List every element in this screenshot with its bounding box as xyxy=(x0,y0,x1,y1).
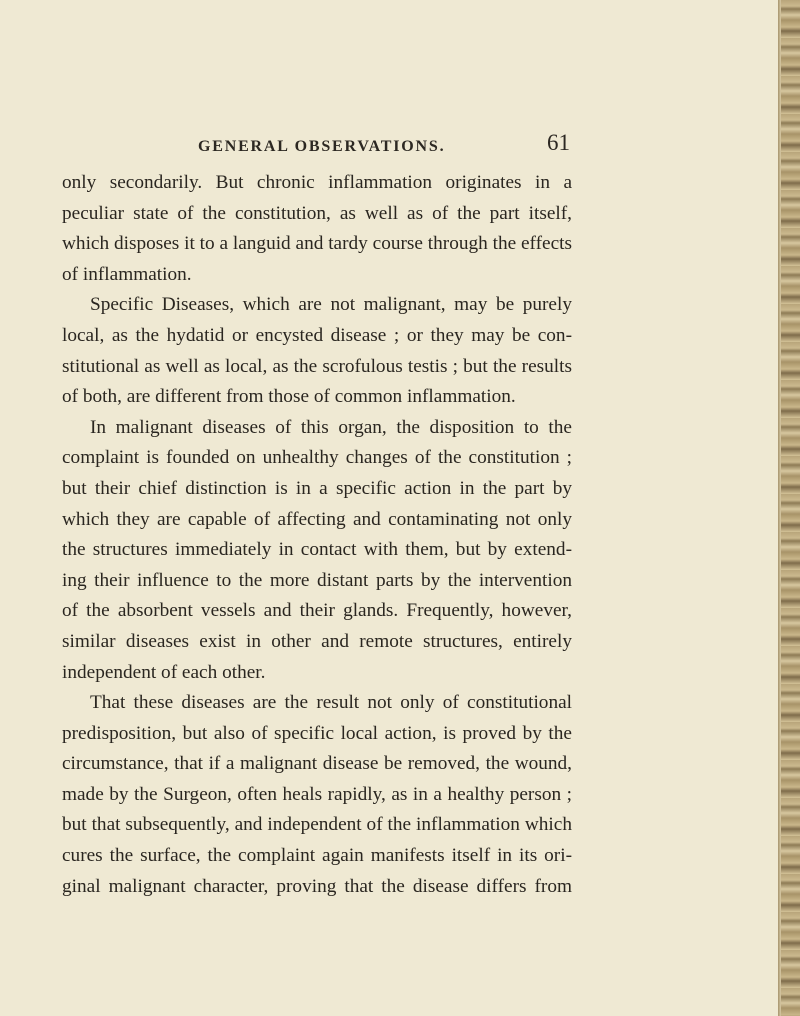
text-line: predisposition, but also of specific local action, is proved by the xyxy=(62,722,572,744)
text-line: of the absorbent vessels and their glands. Frequently, however, xyxy=(62,600,572,622)
book-page-edge xyxy=(778,0,800,1016)
text-line: independent of each other. xyxy=(62,661,266,683)
page-header xyxy=(62,130,570,160)
text-line: which they are capable of affecting and contaminating not only xyxy=(62,508,572,530)
text-line: which disposes it to a languid and tardy course through the effects xyxy=(62,233,572,255)
text-line: That these diseases are the result not only of constitutional xyxy=(90,692,572,714)
text-line: peculiar state of the constitution, as well as of the part itself, xyxy=(62,202,572,224)
text-line: of both, are different from those of common inflammation. xyxy=(62,386,516,408)
text-line: of inflammation. xyxy=(62,263,192,285)
body-text xyxy=(62,168,572,902)
running-title: GENERAL OBSERVATIONS. xyxy=(198,138,446,155)
text-line: In malignant diseases of this organ, the disposition to the xyxy=(90,416,572,438)
text-line: cures the surface, the complaint again manifests itself in its ori- xyxy=(62,845,572,867)
text-line: complaint is founded on unhealthy changes of the constitution ; xyxy=(62,447,572,469)
text-line: but that subsequently, and independent of the inflammation which xyxy=(62,814,572,836)
text-line: circumstance, that if a malignant disease be removed, the wound, xyxy=(62,753,572,775)
text-line: ginal malignant character, proving that the disease differs from xyxy=(62,875,572,897)
page-number: 61 xyxy=(547,130,570,155)
text-line: only secondarily. But chronic inflammation originates in a xyxy=(62,172,572,193)
text-line: Specific Diseases, which are not malignant, may be purely xyxy=(90,294,572,316)
text-line: local, as the hydatid or encysted disease ; or they may be con- xyxy=(62,324,572,346)
text-line: ing their influence to the more distant parts by the intervention xyxy=(62,569,572,591)
text-line: made by the Surgeon, often heals rapidly, as in a healthy person ; xyxy=(62,783,572,805)
text-line: similar diseases exist in other and remote structures, entirely xyxy=(62,630,572,652)
text-line: stitutional as well as local, as the scrofulous testis ; but the results xyxy=(62,355,572,377)
text-line: the structures immediately in contact with them, but by extend- xyxy=(62,539,572,561)
text-line: but their chief distinction is in a specific action in the part by xyxy=(62,477,572,499)
